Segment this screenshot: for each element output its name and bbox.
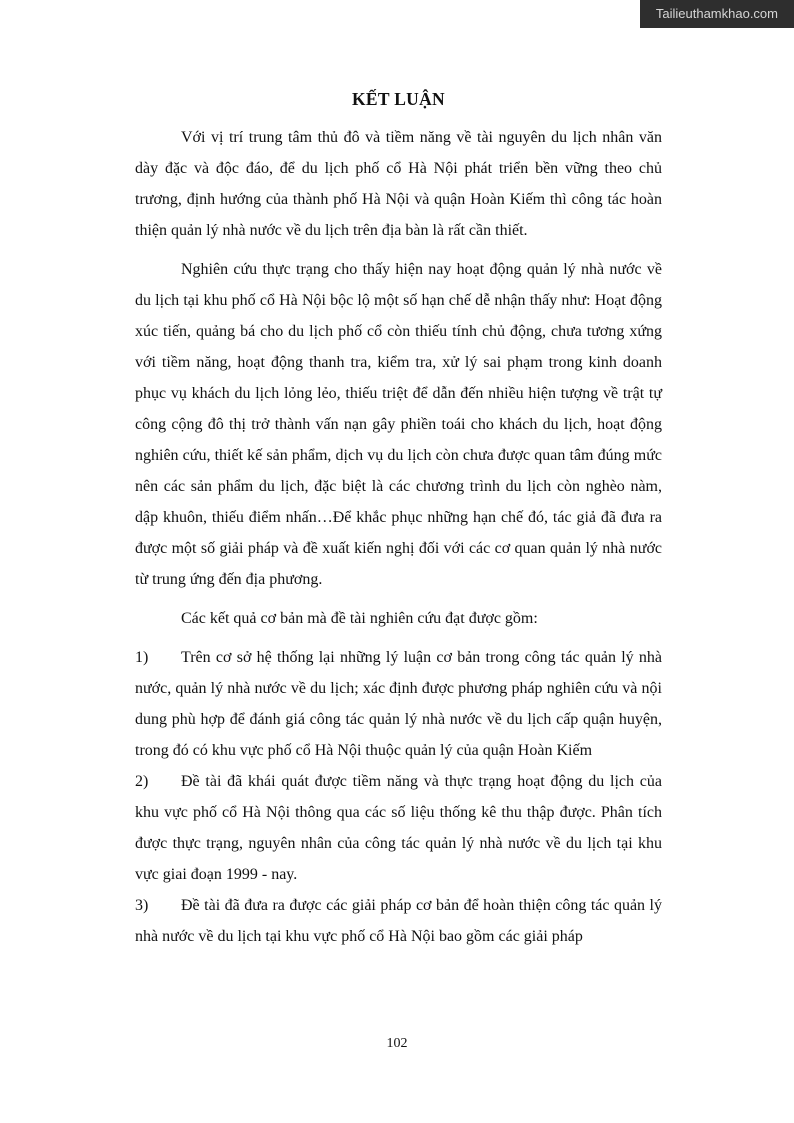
list-item-marker: 3): [135, 897, 149, 914]
list-item-text: Đề tài đã khái quát được tiềm năng và thực trạng hoạt động du lịch của khu vực phố cổ Hà Nội thông qua các số liệu thống kê thu thập được. Phân tích được thực trạng, nguyên nhân của công tác quản lý nhà nước về du lịch tại khu vực giai đoạn 1999 - nay.: [135, 773, 662, 883]
list-item: [135, 766, 662, 890]
watermark-text: Tailieuthamkhao.com: [655, 6, 778, 21]
list-item: [135, 890, 662, 952]
list-item-text: Đề tài đã đưa ra được các giải pháp cơ bản để hoàn thiện công tác quản lý nhà nước về du lịch tại khu vực phố cổ Hà Nội bao gồm các giải pháp: [135, 897, 662, 945]
paragraph-2: Nghiên cứu thực trạng cho thấy hiện nay hoạt động quản lý nhà nước về du lịch tại khu phố cổ Hà Nội bộc lộ một số hạn chế dễ nhận thấy như: Hoạt động xúc tiến, quảng bá cho du lịch phố cổ còn thiếu tính chủ động, chưa tương xứng với tiềm năng, hoạt động thanh tra, kiểm tra, xử lý sai phạm trong kinh doanh phục vụ khách du lịch lỏng lẻo, thiếu triệt để dẫn đến nhiều hiện tượng về trật tự công cộng đô thị trở thành vấn nạn gây phiền toái cho khách du lịch, hoạt động nghiên cứu, thiết kế sản phẩm, dịch vụ du lịch còn chưa được quan tâm đúng mức nên các sản phẩm du lịch, đặc biệt là các chương trình du lịch còn nghèo nàm, dập khuôn, thiếu điểm nhấn…Để khắc phục những hạn chế đó, tác giả đã đưa ra được một số giải pháp và đề xuất kiến nghị đối với các cơ quan quản lý nhà nước từ trung ứng đến địa phương.: [135, 261, 662, 588]
list-item-marker: 2): [135, 773, 149, 790]
watermark-badge: [640, 0, 794, 28]
list-item: [135, 642, 662, 766]
page-title: KẾT LUẬN: [351, 89, 445, 109]
paragraph-3: Các kết quả cơ bản mà đề tài nghiên cứu đạt được gồm:: [181, 610, 538, 627]
page-number: 102: [386, 1036, 408, 1051]
list-item-marker: 1): [135, 649, 149, 666]
results-list: [135, 642, 662, 952]
list-item-text: Trên cơ sở hệ thống lại những lý luận cơ bản trong công tác quản lý nhà nước, quản lý nhà nước về du lịch; xác định được phương pháp nghiên cứu và nội dung phù hợp để đánh giá công tác quản lý nhà nước về du lịch cấp quận huyện, trong đó có khu vực phố cổ Hà Nội thuộc quản lý của quận Hoàn Kiếm: [135, 649, 662, 759]
paragraph-1: Với vị trí trung tâm thủ đô và tiềm năng về tài nguyên du lịch nhân văn dày đặc và độc đáo, để du lịch phố cổ Hà Nội phát triển bền vững theo chủ trương, định hướng của thành phố Hà Nội và quận Hoàn Kiếm thì công tác hoàn thiện quản lý nhà nước về du lịch trên địa bàn là rất cần thiết.: [135, 129, 662, 239]
